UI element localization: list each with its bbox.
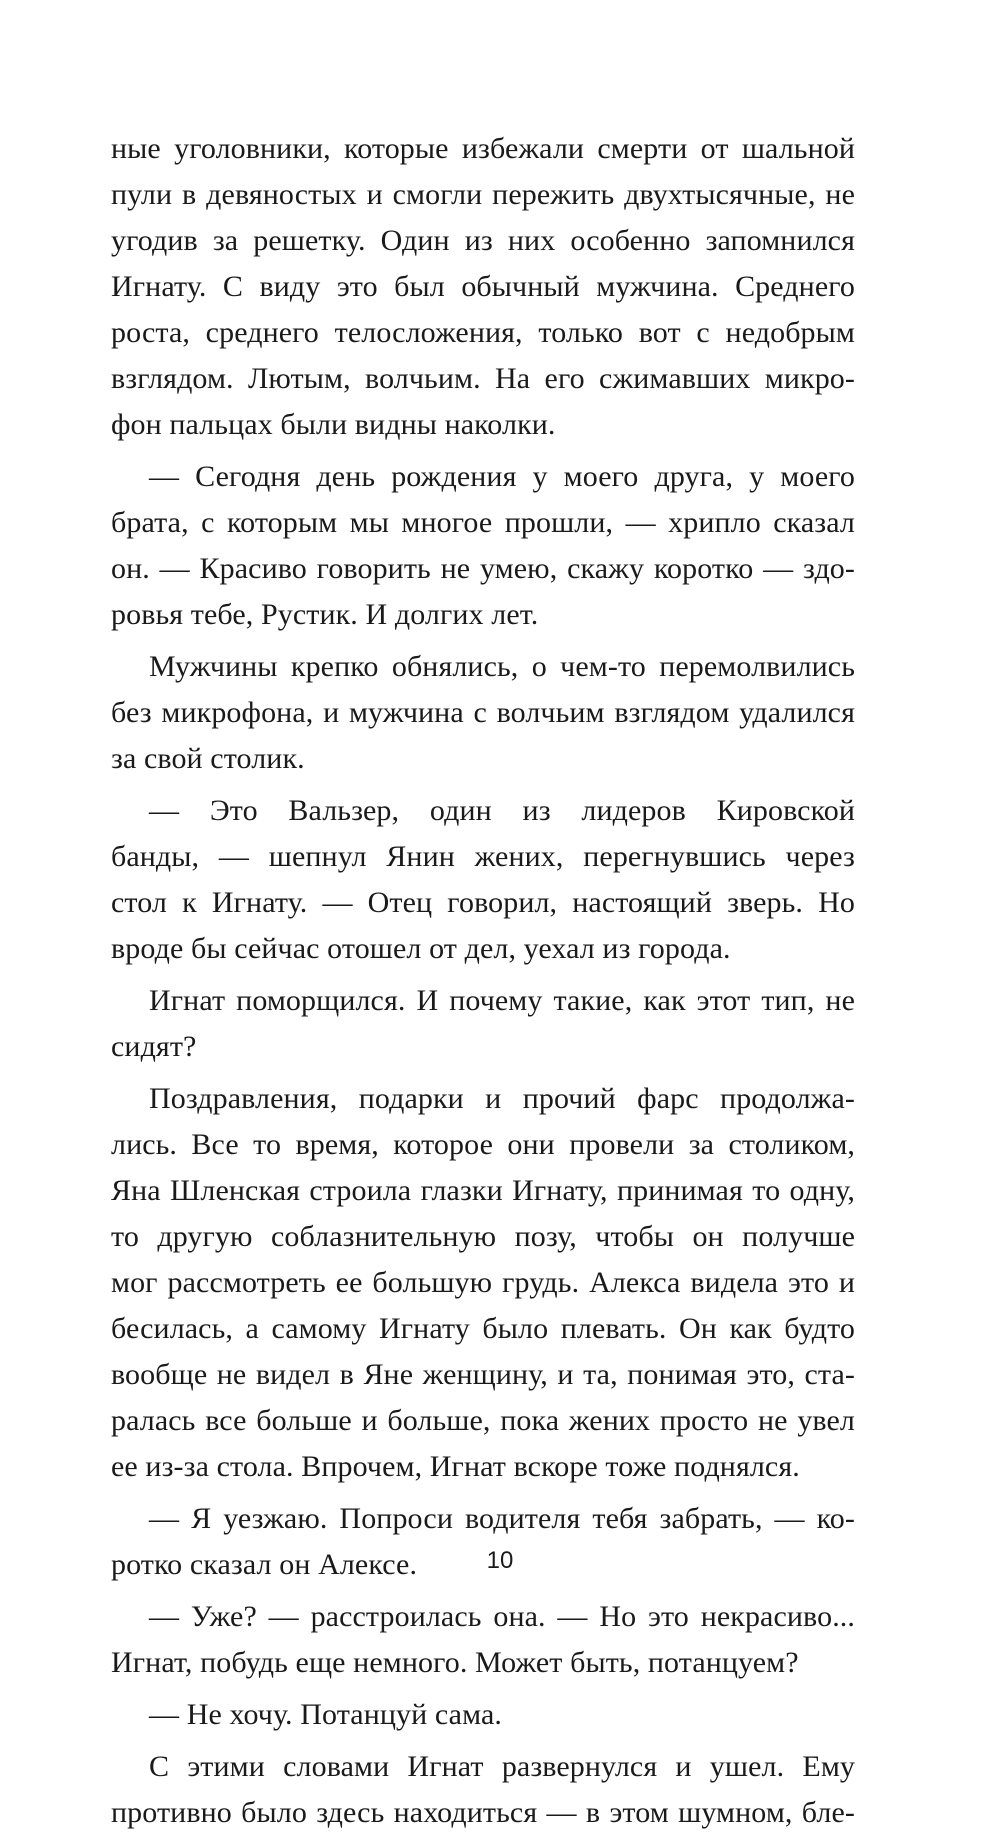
text-line: Игнат, побудь еще немного. Может быть, потанцуем?	[111, 1646, 799, 1679]
text-line: Игнату. С виду это был обычный мужчина. Среднего	[111, 270, 855, 303]
text-line: угодив за решетку. Один из них особенно запомнился	[111, 224, 855, 257]
text-line: то другую соблазнительную позу, чтобы он получше	[111, 1220, 855, 1253]
text-line: мог рассмотреть ее большую грудь. Алекса видела это и	[111, 1266, 855, 1299]
text-line: — Сегодня день рождения у моего друга, у моего	[149, 460, 855, 493]
text-line: — Уже? — расстроилась она. — Но это некрасиво...	[149, 1600, 855, 1633]
text-line: — Не хочу. Потанцуй сама.	[149, 1698, 502, 1731]
text-line: банды, — шепнул Янин жених, перегнувшись через	[111, 840, 855, 873]
text-line: противно было здесь находиться — в этом шумном, бле-	[111, 1796, 855, 1829]
text-line: лись. Все то время, которое они провели за столиком,	[111, 1128, 855, 1161]
text-line: Поздравления, подарки и прочий фарс продолжа-	[149, 1082, 855, 1115]
text-line: ралась все больше и больше, пока жених просто не увел	[111, 1404, 855, 1437]
text-line: — Я уезжаю. Попроси водителя тебя забрать, — ко-	[149, 1502, 855, 1535]
text-line: ротко сказал он Алексе.	[111, 1548, 418, 1581]
text-line: взглядом. Лютым, волчьим. На его сжимавших микро-	[111, 362, 855, 395]
text-line: Яна Шленская строила глазки Игнату, принимая то одну,	[111, 1174, 855, 1207]
body-text	[111, 126, 855, 1836]
text-line: бесилась, а самому Игнату было плевать. Он как будто	[111, 1312, 855, 1345]
text-line: роста, среднего телосложения, только вот с недобрым	[111, 316, 855, 349]
text-line: фон пальцах были видны наколки.	[111, 408, 556, 441]
text-line: С этими словами Игнат развернулся и ушел. Ему	[149, 1750, 855, 1783]
page-number: 10	[486, 1547, 514, 1574]
text-line: он. — Красиво говорить не умею, скажу коротко — здо-	[111, 552, 855, 585]
text-line: сидят?	[111, 1030, 197, 1063]
text-line: вообще не видел в Яне женщину, и та, понимая это, ста-	[111, 1358, 855, 1391]
text-line: без микрофона, и мужчина с волчьим взглядом удалился	[111, 696, 855, 729]
text-line: пули в девяностых и смогли пережить двухтысячные, не	[111, 178, 855, 211]
text-line: за свой столик.	[111, 742, 305, 775]
text-line: вроде бы сейчас отошел от дел, уехал из города.	[111, 932, 731, 965]
text-line: Мужчины крепко обнялись, о чем-то перемолвились	[149, 650, 855, 683]
text-line: ее из-за стола. Впрочем, Игнат вскоре тоже поднялся.	[111, 1450, 800, 1483]
text-line: стол к Игнату. — Отец говорил, настоящий зверь. Но	[111, 886, 855, 919]
text-line: Игнат поморщился. И почему такие, как этот тип, не	[149, 984, 855, 1017]
text-line: ровья тебе, Рустик. И долгих лет.	[111, 598, 539, 631]
text-line: брата, с которым мы многое прошли, — хрипло сказал	[111, 506, 855, 539]
text-line: ные уголовники, которые избежали смерти от шальной	[111, 132, 855, 165]
text-line: — Это Вальзер, один из лидеров Кировской	[149, 794, 855, 827]
